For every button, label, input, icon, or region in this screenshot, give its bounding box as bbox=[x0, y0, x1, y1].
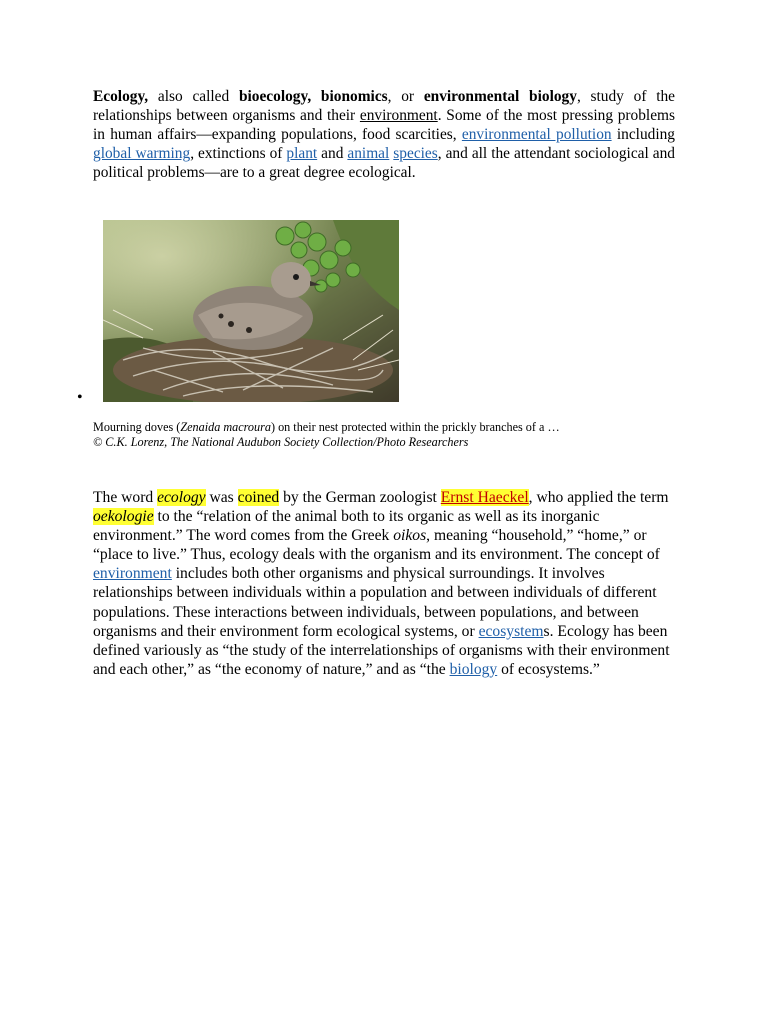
text-run: also called bbox=[148, 88, 239, 105]
caption-line bbox=[93, 420, 693, 435]
highlight-ecology: ecology bbox=[157, 489, 206, 506]
photo-caption bbox=[93, 420, 693, 450]
intro-paragraph bbox=[93, 88, 675, 183]
list-bullet: • bbox=[77, 389, 83, 406]
text-run: includes both other organisms and physical surroundings. It involves relationships between individuals within a population and between individuals of different populations. These interactions between individuals, between populations, and between organisms and their environment form ecological systems, or bbox=[93, 565, 657, 640]
term-environmental-biology: environmental biology bbox=[423, 88, 577, 105]
mourning-dove-photo bbox=[103, 220, 399, 402]
text-run: was bbox=[205, 489, 238, 506]
link-ernst-haeckel[interactable]: Ernst Haeckel bbox=[440, 489, 529, 506]
text-run: , meaning “household,” “home,” or “place to live.” Thus, ecology deals with the organism and its environment. The concept of bbox=[93, 527, 660, 564]
link-environment[interactable]: environment bbox=[93, 565, 172, 583]
photo-credit-text: © C.K. Lorenz, The National Audubon Society Collection/Photo Researchers bbox=[93, 435, 469, 449]
link-plant[interactable]: plant bbox=[286, 144, 318, 162]
text-run: including bbox=[611, 125, 675, 143]
term-ecology: Ecology, bbox=[93, 88, 149, 105]
link-environment[interactable]: environment bbox=[359, 106, 438, 124]
text-run: to the “relation of the animal both to its organic as well as its inorganic environment.” The word comes from the Greek bbox=[93, 508, 600, 545]
term-oikos: oikos bbox=[393, 527, 427, 545]
text-run: by the German zoologist bbox=[279, 489, 441, 506]
term-bioecology-bionomics: bioecology, bionomics bbox=[238, 88, 388, 105]
text-run: s. Ecology has been defined variously as “the study of the interrelationships of organisms with their environment and each other,” as “the economy of nature,” and as “the bbox=[93, 622, 670, 678]
link-species[interactable]: species bbox=[393, 144, 438, 162]
link-animal[interactable]: animal bbox=[347, 144, 390, 162]
link-ecosystem[interactable]: ecosystem bbox=[478, 622, 544, 640]
text-run: and bbox=[317, 144, 348, 162]
link-environmental-pollution[interactable]: environmental pollution bbox=[461, 125, 612, 143]
link-global-warming[interactable]: global warming bbox=[93, 144, 191, 162]
text-run: . Some of the most pressing problems in human affairs—expanding populations, food scarcities, bbox=[93, 106, 675, 143]
text-run: , or bbox=[387, 88, 424, 105]
text-run: , and all the attendant sociological and political problems—are to a great degree ecological. bbox=[93, 144, 675, 181]
caption-text: Mourning doves ( bbox=[93, 420, 181, 434]
text-run: , study of the relationships between organisms and their bbox=[93, 88, 675, 124]
text-run: The word bbox=[93, 489, 158, 506]
text-run: of ecosystems.” bbox=[497, 660, 600, 678]
text-run: , who applied the term bbox=[528, 489, 669, 506]
photo-credit bbox=[93, 435, 693, 450]
etymology-paragraph bbox=[93, 488, 675, 679]
text-run: , extinctions of bbox=[190, 144, 287, 162]
caption-scientific-name: Zenaida macroura bbox=[180, 420, 271, 434]
caption-text: ) on their nest protected within the prickly branches of a … bbox=[270, 420, 560, 434]
highlight-coined: coined bbox=[237, 489, 280, 506]
link-biology[interactable]: biology bbox=[449, 660, 498, 678]
highlight-oekologie: oekologie bbox=[93, 508, 154, 526]
